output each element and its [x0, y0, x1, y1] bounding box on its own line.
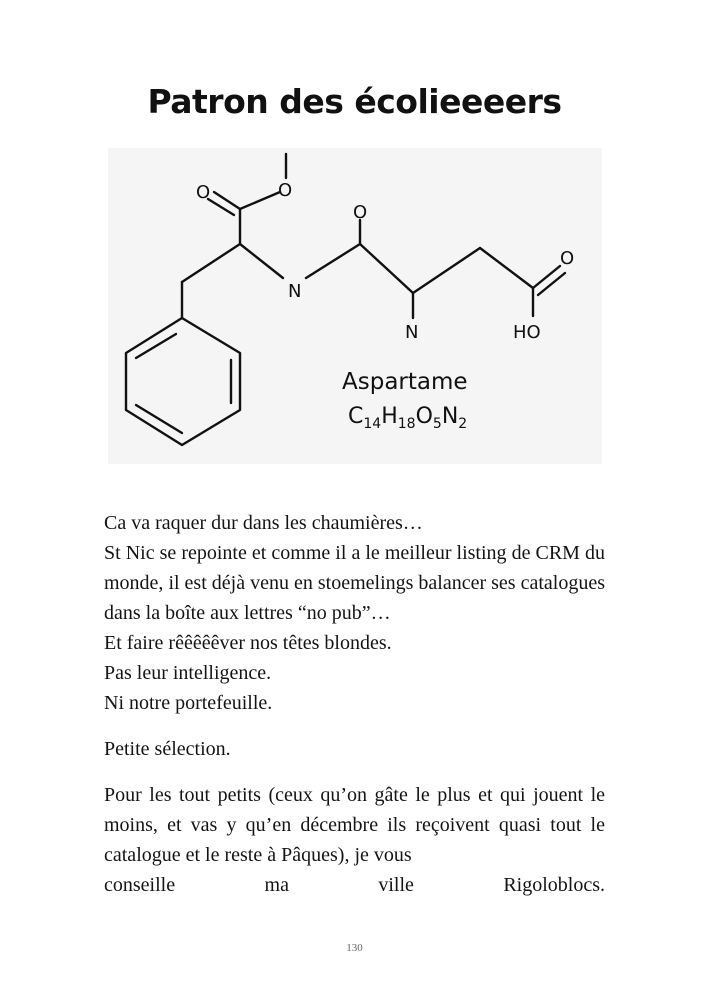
bond-ch2-acid [480, 248, 533, 288]
bond-acid-carbonyl-1 [533, 266, 560, 288]
page-number: 130 [346, 942, 363, 954]
atom-acid-oh: HO [513, 322, 541, 343]
body-line-5: Ni notre portefeuille. [104, 692, 273, 714]
bond-alpha-ch2 [182, 244, 240, 282]
bond-n-amide [306, 244, 360, 278]
molecule-diagram [108, 148, 602, 464]
body-line-4: Pas leur intelligence. [104, 662, 272, 684]
body-paragraph-3: Pour les tout petits (ceux qu’on gâte le plus et qui jouent le moins, et vas y qu’en décembre ils reçoivent quasi tout le catalogue et le reste à Pâques), je vous [104, 784, 605, 866]
formula-h-sub: 18 [397, 416, 416, 432]
bond-alpha-n [240, 244, 283, 278]
body-line-1: Ca va raquer dur dans les chaumières… [104, 512, 423, 534]
bond-c-ch2 [413, 248, 480, 293]
ring-double-3 [136, 334, 176, 358]
formula-n: N [441, 404, 459, 429]
formula-c-sub: 14 [363, 416, 382, 432]
atom-amine-n: N [405, 322, 419, 343]
bond-amide-c [360, 244, 413, 293]
body-paragraph-3-last-line: conseille ma ville Rigoloblocs. [104, 874, 605, 896]
ring-double-2 [136, 405, 182, 433]
body-line-3: Et faire rêêêêêver nos têtes blondes. [104, 632, 392, 654]
bond-ester-o [240, 192, 280, 209]
atom-ester-o: O [278, 180, 293, 201]
atom-amide-n: N [288, 281, 302, 302]
body-text [104, 508, 605, 900]
formula-o-sub: 5 [432, 416, 442, 432]
body-paragraph-2: Petite sélection. [104, 738, 231, 760]
molecule-name: Aspartame [342, 369, 468, 395]
atom-ester-carbonyl-o: O [196, 182, 211, 203]
formula-c: C [348, 404, 364, 429]
formula-h: H [381, 404, 398, 429]
atom-amide-o: O [353, 202, 368, 223]
benzene-ring [126, 318, 240, 445]
page-title: Patron des écolieeeers [147, 82, 562, 121]
formula-o: O [415, 404, 433, 429]
body-line-2: St Nic se repointe et comme il a le meilleur listing de CRM du monde, il est déjà venu en stoemelings balancer ses catalogues dans la boîte aux lettres “no pub”… [104, 542, 605, 624]
formula-n-sub: 2 [458, 416, 468, 432]
aspartame-structure-figure [108, 148, 602, 464]
bond-acid-carbonyl-2 [538, 273, 565, 295]
atom-acid-o: O [560, 248, 575, 269]
molecule-formula [348, 404, 467, 432]
